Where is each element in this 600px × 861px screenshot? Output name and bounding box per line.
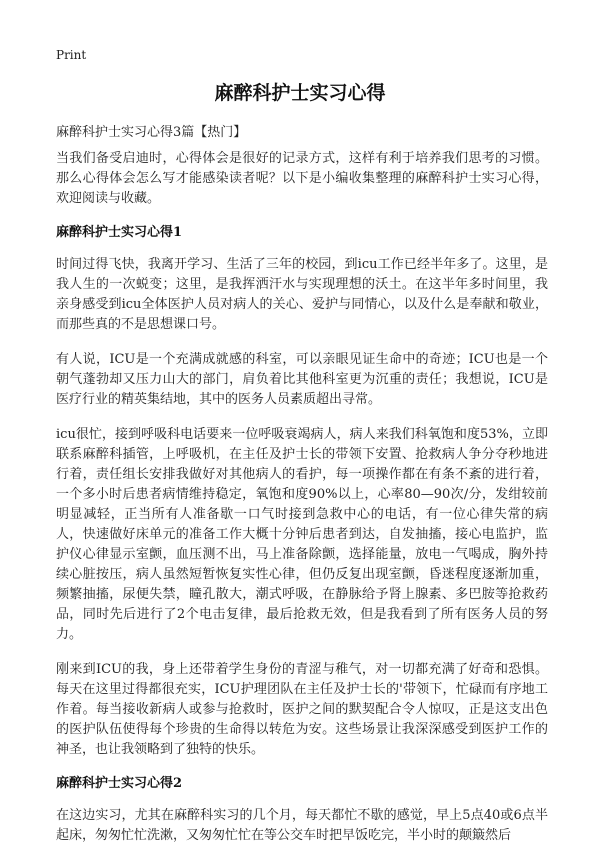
print-link[interactable]: Print (56, 48, 87, 62)
section-heading: 麻醉科护士实习心得2 (56, 776, 183, 791)
section-paragraph: 有人说，ICU是一个充满成就感的科室，可以亲眼见证生命中的奇迹；ICU也是一个朝气蓬勃却又压力山大的部门，肩负着比其他科室更为沉重的责任；我想说，ICU是医疗行业的精英集结地，其中的医务人员素质超出寻常。 (56, 352, 548, 407)
section-paragraph: icu很忙，接到呼吸科电话要来一位呼吸衰竭病人，病人来我们科氧饱和度53%，立即联系麻醉科插管，上呼吸机，在主任及护士长的带领下安置、抢救病人争分夺秒地进行着，责任组长安排我做好对其他病人的看护，每一项操作都在有条不紊的进行着，一个多小时后患者病情维持稳定，氧饱和度90%以上，心率80—90次/分，发绀较前明显减轻，正当所有人准备歇一口气时接到急救中心的电话，有一位心律失常的病人，快速做好床单元的准备工作大概十分钟后患者到达，自发抽搐，接心电监护，监护仪心律显示室颤，血压测不出，马上准备除颤，选择能量，放电一气喝成，胸外持续心脏按压，病人虽然短暂恢复实性心律，但仍反复出现室颤，昏迷程度逐渐加重，频繁抽搐，尿便失禁，瞳孔散大，潮式呼吸，在静脉给予肾上腺素、多巴胺等抢救药品，同时先后进行了2个电击复律，最后抢救无效，但是我看到了所有医务人员的努力。 (56, 427, 548, 642)
section-1 (56, 224, 548, 760)
section-2 (56, 775, 548, 846)
document-subtitle: 麻醉科护士实习心得3篇【热门】 (56, 125, 247, 140)
section-paragraph: 在这边实习，尤其在麻醉科实习的几个月，每天都忙不歇的感觉，早上5点40或6点半起床，匆匆忙忙洗漱，又匆匆忙忙在等公交车时把早饭吃完，半小时的颠簸然后 (56, 808, 548, 843)
section-paragraph: 刚来到ICU的我，身上还带着学生身份的青涩与稚气，对一切都充满了好奇和恐惧。每天在这里过得都很充实，ICU护理团队在主任及护士长的'带领下，忙碌而有序地工作着。每当接收新病人或参与抢救时，医护之间的默契配合令人惊叹，正是这支出色的医护队伍使得每个珍贵的生命得以转危为安。这些场景让我深深感受到医护工作的神圣，也让我领略到了独特的快乐。 (56, 662, 548, 757)
section-paragraph: 时间过得飞快，我离开学习、生活了三年的校园，到icu工作已经半年多了。这里，是我人生的一次蜕变；这里，是我挥洒汗水与实现理想的沃土。在这半年多时间里，我亲身感受到icu全体医护人员对病人的关心、爱护与同情心，以及什么是奉献和敬业，而那些真的不是思想课口号。 (56, 257, 548, 332)
article-body (56, 149, 548, 861)
page-title: 麻醉科护士实习心得 (214, 82, 386, 104)
intro-paragraph: 当我们备受启迪时，心得体会是很好的记录方式，这样有利于培养我们思考的习惯。那么心得体会怎么写才能感染读者呢？以下是小编收集整理的麻醉科护士实习心得，欢迎阅读与收藏。 (56, 151, 548, 206)
section-heading: 麻醉科护士实习心得1 (56, 225, 183, 240)
